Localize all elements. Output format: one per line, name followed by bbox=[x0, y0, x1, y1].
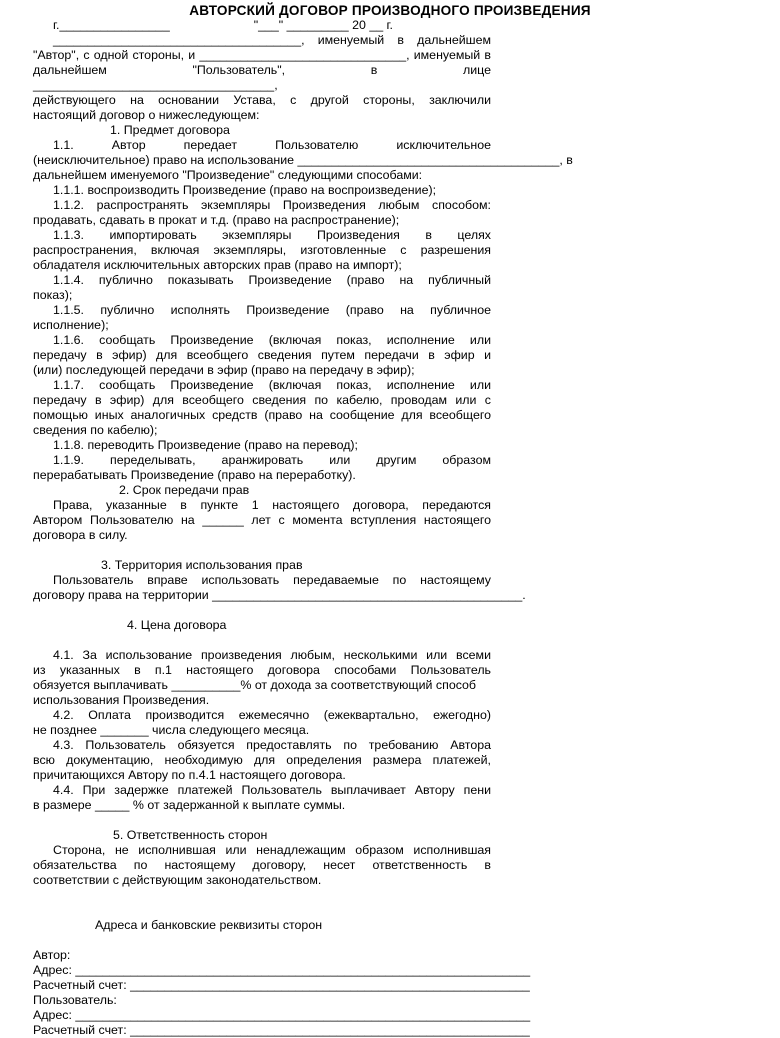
document-line: 4. Цена договора bbox=[127, 618, 227, 632]
document-body bbox=[33, 18, 573, 1038]
document-line: 4.4. При задержке платежей Пользователь выплачивает Автору пени bbox=[53, 783, 491, 797]
document-line: Адрес: __________________________________________________________________ bbox=[33, 1008, 531, 1022]
document-line: 1.1.4. публично показывать Произведение (право на публичный bbox=[53, 273, 491, 287]
document-line: 5. Ответственность сторон bbox=[113, 828, 268, 842]
document-line: Пользователь: bbox=[33, 993, 117, 1007]
document-line: Автор: bbox=[33, 948, 71, 962]
document-line: (неисключительное) право на использование ______________________________________, в bbox=[33, 153, 573, 167]
document-line: 1.1.7. сообщать Произведение (включая показ, исполнение или bbox=[53, 378, 491, 392]
document-line: Адрес: __________________________________________________________________ bbox=[33, 963, 531, 977]
document-line: ____________________________________, именуемый в дальнейшем bbox=[53, 33, 491, 47]
document-line: договору права на территории _____________________________________________. bbox=[33, 588, 526, 602]
blank-line bbox=[33, 933, 491, 948]
document-line: 1.1.6. сообщать Произведение (включая показ, исполнение или bbox=[53, 333, 491, 347]
document-line: продавать, сдавать в прокат и т.д. (право на распространение); bbox=[33, 213, 400, 227]
document-line: 4.2. Оплата производится ежемесячно (ежеквартально, ежегодно) bbox=[53, 708, 491, 722]
document-line: настоящий договор о нижеследующем: bbox=[33, 108, 260, 122]
document-line: 1.1.8. переводить Произведение (право на перевод); bbox=[53, 438, 358, 452]
document-line: причитающихся Автору по п.4.1 настоящего договора. bbox=[33, 768, 346, 782]
document-line: передачу в эфир) для всеобщего сведения путем передачи в эфир и bbox=[33, 348, 491, 362]
blank-line bbox=[33, 813, 491, 828]
document-line: исполнение); bbox=[33, 318, 109, 332]
document-line: (или) последующей передачи в эфир (право на передачу в эфир); bbox=[33, 363, 415, 377]
document-line: в размере _____ % от задержанной к выплате суммы. bbox=[33, 798, 346, 812]
document-line: 1. Предмет договора bbox=[110, 123, 230, 137]
document-line: 4.3. Пользователь обязуется предоставлять по требованию Автора bbox=[53, 738, 491, 752]
document-line: передачу в эфир) для всеобщего сведения по кабелю, проводам или с bbox=[33, 393, 491, 407]
document-line: из указанных в п.1 настоящего договора способами Пользователь bbox=[33, 663, 491, 677]
document-line: обладателя исключительных авторских прав (право на импорт); bbox=[33, 258, 402, 272]
document-line: 2. Срок передачи прав bbox=[119, 483, 250, 497]
document-line: 3. Территория использования прав bbox=[101, 558, 303, 572]
blank-line bbox=[33, 603, 491, 618]
document-line: не позднее _______ числа следующего месяца. bbox=[33, 723, 310, 737]
document-line: использования Произведения. bbox=[33, 693, 210, 707]
document-line: 1.1.3. импортировать экземпляры Произведения в целях bbox=[53, 228, 491, 242]
document-line: Расчетный счет: __________________________________________________________ bbox=[33, 1023, 530, 1037]
document-line: Расчетный счет: __________________________________________________________ bbox=[33, 978, 530, 992]
document-line: помощью иных аналогичных средств (право на сообщение для всеобщего bbox=[33, 408, 491, 422]
document-line: обязательства по настоящему договору, несет ответственность в bbox=[33, 858, 491, 872]
city-blank: г.________________ bbox=[53, 18, 170, 32]
blank-line bbox=[33, 888, 491, 903]
document-lines bbox=[33, 33, 573, 1038]
document-line: дальнейшем "Пользователь", в лице ___________________________________, bbox=[33, 63, 491, 92]
document-line: обязуется выплачивать __________% от дохода за соответствующий способ bbox=[33, 678, 477, 692]
document-line: 1.1. Автор передает Пользователю исключительное bbox=[53, 138, 491, 152]
blank-line bbox=[33, 543, 491, 558]
document-line: 1.1.5. публично исполнять Произведение (право на публичное bbox=[53, 303, 491, 317]
document-line: действующего на основании Устава, с другой стороны, заключили bbox=[33, 93, 491, 107]
blank-line bbox=[33, 633, 491, 648]
document-title: АВТОРСКИЙ ДОГОВОР ПРОИЗВОДНОГО ПРОИЗВЕДЕНИЯ bbox=[189, 3, 591, 18]
document-line: распространения, включая экземпляры, изготовленные с разрешения bbox=[33, 243, 491, 257]
city-date-line bbox=[33, 18, 491, 33]
document-line: соответствии с действующим законодательством. bbox=[33, 873, 322, 887]
document-line: 1.1.9. переделывать, аранжировать или другим образом bbox=[53, 453, 491, 467]
document-line: перерабатывать Произведение (право на переработку). bbox=[33, 468, 356, 482]
blank-line bbox=[33, 903, 491, 918]
document-line: Сторона, не исполнившая или ненадлежащим образом исполнившая bbox=[53, 843, 491, 857]
document-line: Права, указанные в пункте 1 настоящего договора, передаются bbox=[53, 498, 491, 512]
document-line: сведения по кабелю); bbox=[33, 423, 158, 437]
document-line: договора в силу. bbox=[33, 528, 128, 542]
document-line: 4.1. За использование произведения любым, несколькими или всеми bbox=[53, 648, 491, 662]
document-line: дальнейшем именуемого "Произведение" следующими способами: bbox=[33, 168, 423, 182]
date-blank: "___" _________ 20 __ г. bbox=[253, 18, 393, 32]
document-line: 1.1.1. воспроизводить Произведение (право на воспроизведение); bbox=[53, 183, 437, 197]
document-line: всю документацию, необходимую для определения размера платежей, bbox=[33, 753, 491, 767]
document-line: Автором Пользователю на ______ лет с момента вступления настоящего bbox=[33, 513, 491, 527]
document-line: 1.1.2. распространять экземпляры Произведения любым способом: bbox=[53, 198, 491, 212]
document-line: "Автор", с одной стороны, и ______________________________, именуемый в bbox=[33, 48, 491, 62]
document-line: Адреса и банковские реквизиты сторон bbox=[95, 918, 323, 932]
document-line: показ); bbox=[33, 288, 73, 302]
document-line: Пользователь вправе использовать передаваемые по настоящему bbox=[53, 573, 491, 587]
